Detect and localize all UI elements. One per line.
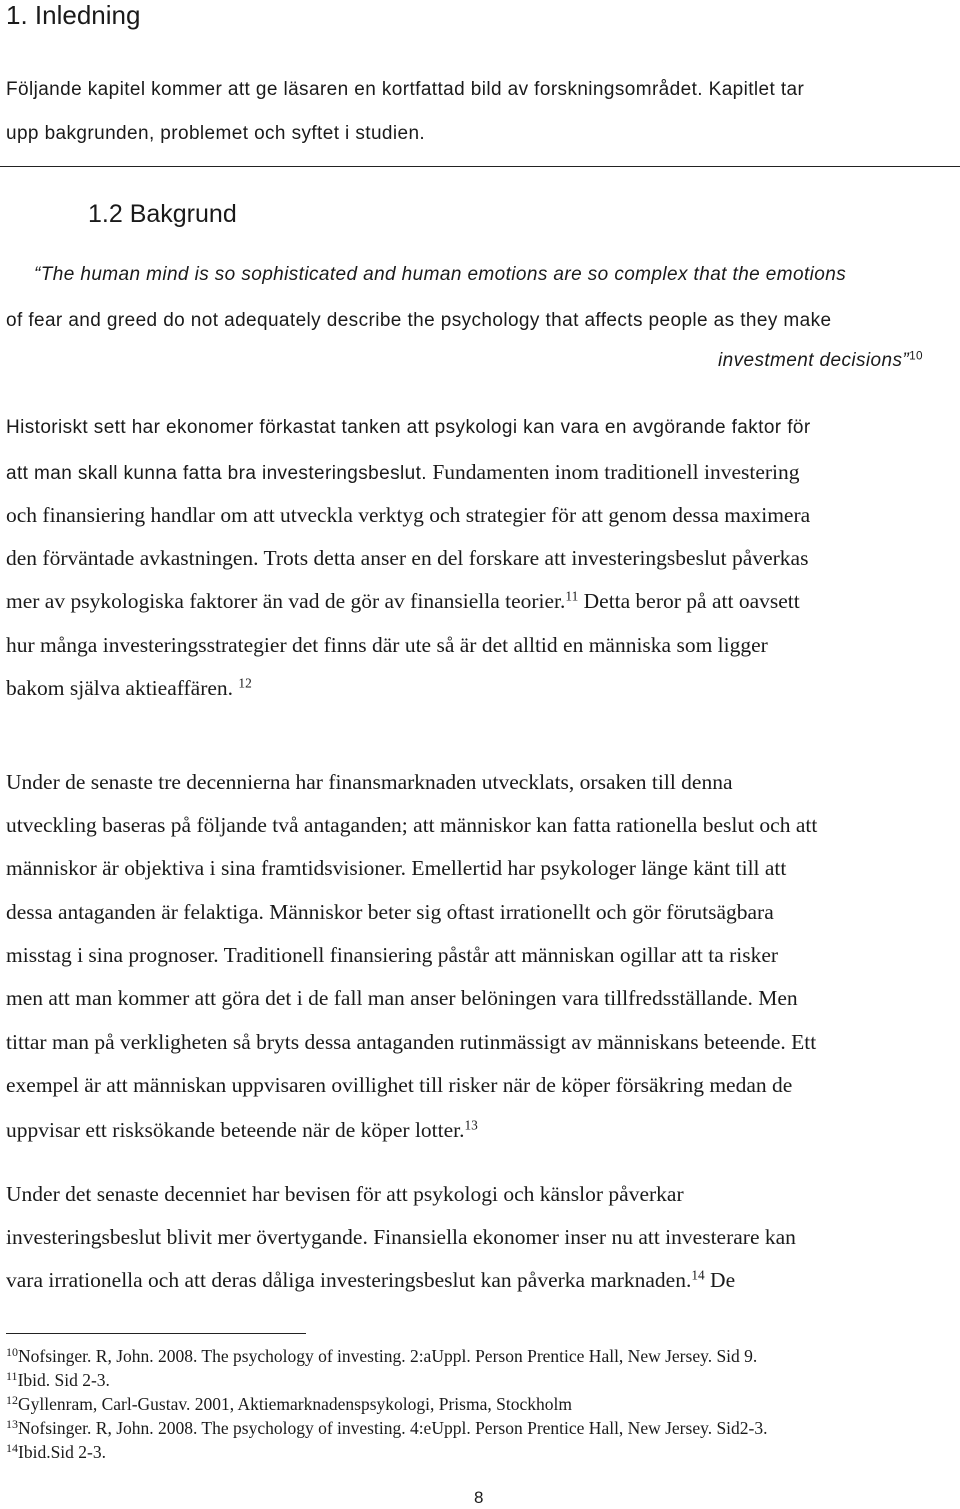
- paragraph-line: investeringsbeslut blivit mer övertygande. Finansiella ekonomer inser nu att investerare kan: [6, 1225, 796, 1249]
- paragraph-text: Detta beror på att oavsett: [578, 589, 800, 613]
- footnote-number: 14: [6, 1441, 18, 1455]
- paragraph-line: och finansiering handlar om att utveckla verktyg och strategier för att genom dessa maximera: [6, 503, 811, 527]
- paragraph-line: [6, 1268, 735, 1293]
- paragraph-line: människor är objektiva i sina framtidsvisioner. Emellertid har psykologer länge känt till att: [6, 856, 787, 880]
- footnote-number: 12: [6, 1393, 18, 1407]
- footnote-ref: 10: [909, 349, 923, 363]
- paragraph-text: mer av psykologiska faktorer än vad de gör av finansiella teorier.: [6, 589, 566, 613]
- footnote-text: Ibid.Sid 2-3.: [18, 1442, 106, 1462]
- paragraph-line: [6, 589, 800, 614]
- paragraph-line: [6, 1118, 478, 1143]
- intro-line: Följande kapitel kommer att ge läsaren en kortfattad bild av forskningsområdet. Kapitlet tar: [6, 79, 805, 100]
- section-divider: [0, 166, 960, 167]
- paragraph-line: utveckling baseras på följande två antaganden; att människor kan fatta rationella beslut och att: [6, 813, 818, 837]
- footnote-item: [6, 1442, 106, 1463]
- paragraph-text: den förväntade avkastningen.: [6, 546, 259, 570]
- quote-end-text: investment decisions”: [718, 350, 910, 371]
- footnote-text: Nofsinger. R, John. 2008. The psychology of investing. 4:eUppl. Person Prentice Hall, New Jersey. Sid2-3.: [18, 1418, 768, 1438]
- section-heading: 1.2 Bakgrund: [88, 200, 237, 228]
- paragraph-text: bakom själva aktieaffären.: [6, 676, 234, 700]
- paragraph-text: De: [704, 1268, 736, 1292]
- footnote-item: [6, 1418, 768, 1439]
- footnote-number: 10: [6, 1345, 18, 1359]
- footnote-number: 13: [6, 1417, 18, 1431]
- paragraph-line: misstag i sina prognoser. Traditionell finansiering påstår att människan ogillar att ta risker: [6, 943, 779, 967]
- quote-line: of fear and greed do not adequately describe the psychology that affects people as they make: [6, 310, 832, 331]
- paragraph-line: Historiskt sett har ekonomer förkastat tanken att psykologi kan vara en avgörande faktor för: [6, 417, 811, 438]
- quote-line: [718, 350, 923, 372]
- paragraph-text: uppvisar ett risksökande beteende när de köper lotter.: [6, 1118, 465, 1142]
- footnote-ref: 11: [565, 588, 579, 604]
- footnote-item: [6, 1394, 572, 1415]
- paragraph-text: att man skall kunna fatta bra investeringsbeslut.: [6, 463, 427, 484]
- paragraph-line: [6, 460, 800, 485]
- paragraph-line: [6, 676, 252, 701]
- paragraph-line: dessa antaganden är felaktiga. Människor beter sig oftast irrationellt och gör förutsägbara: [6, 900, 774, 924]
- quote-line: “The human mind is so sophisticated and human emotions are so complex that the emotions: [34, 264, 847, 285]
- footnote-text: Nofsinger. R, John. 2008. The psychology of investing. 2:aUppl. Person Prentice Hall, New Jersey. Sid 9.: [18, 1346, 758, 1366]
- paragraph-text: vara irrationella och att deras dåliga investeringsbeslut kan påverka marknaden.: [6, 1268, 692, 1292]
- footnote-ref: 12: [238, 675, 252, 691]
- footnote-item: [6, 1370, 110, 1391]
- page-number: 8: [474, 1488, 484, 1507]
- footnote-divider: [6, 1333, 306, 1334]
- paragraph-line: exempel är att människan uppvisaren ovillighet till risker när de köper försäkring medan de: [6, 1073, 793, 1097]
- paragraph-line: hur många investeringsstrategier det finns där ute så är det alltid en människa som ligger: [6, 633, 768, 657]
- paragraph-line: tittar man på verkligheten så bryts dessa antaganden rutinmässigt av människans beteende. Ett: [6, 1030, 817, 1054]
- footnote-ref: 13: [464, 1117, 478, 1133]
- footnote-ref: 14: [691, 1267, 705, 1283]
- paragraph-text: Trots detta anser en del forskare att investeringsbeslut påverkas: [258, 546, 809, 570]
- paragraph-line: [6, 546, 808, 571]
- paragraph-line: Under det senaste decenniet har bevisen för att psykologi och känslor påverkar: [6, 1182, 684, 1206]
- footnote-text: Ibid. Sid 2-3.: [17, 1370, 110, 1390]
- footnote-number: 11: [6, 1369, 18, 1383]
- paragraph-text: Fundamenten inom traditionell investering: [426, 460, 800, 484]
- paragraph-line: Under de senaste tre decennierna har finansmarknaden utvecklats, orsaken till denna: [6, 770, 733, 794]
- footnote-text: Gyllenram, Carl-Gustav. 2001, Aktiemarknadenspsykologi, Prisma, Stockholm: [18, 1394, 572, 1414]
- paragraph-line: men att man kommer att göra det i de fall man anser belöningen vara tillfredsställande. Men: [6, 986, 798, 1010]
- footnote-item: [6, 1346, 757, 1367]
- intro-line: upp bakgrunden, problemet och syftet i studien.: [6, 123, 426, 144]
- chapter-heading: 1. Inledning: [6, 0, 141, 30]
